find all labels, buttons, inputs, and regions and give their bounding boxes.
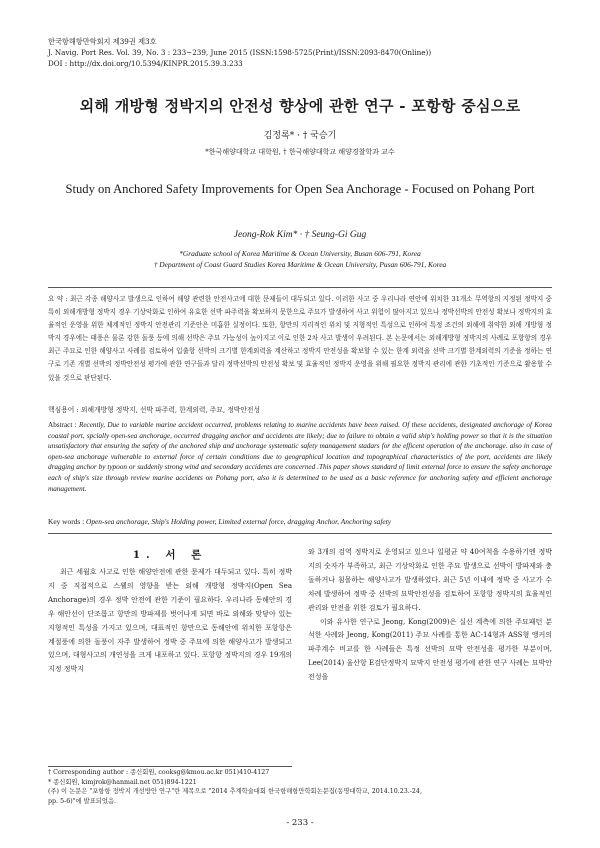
abstract-en-text: Recently, Due to variable marine accident occurred, problems relating to marine accidents have been raised. Of these accidents, designated anchorage of Korea coastal port, spcially open-sea anchorage, occurred dragging anchor and accidents are likely; due to failure to obtain a valid ship's holding power so that it is the situation unsatisfactory that ensuring the safety of the anchored ship and anchorage systematic safety management stadars for the efficent operation of the anchorage. also in case of open-sea anchorage vulnerable to external force of certain conditions due to geographical location and topographical characteristics of the port, accidents are likely dragging anchor by typoon or suddenly strong wind and secondary accidents are concerned .This paper shows standard of limit external force to ensure the safety anchorage each of ship's size through review marine accidents on Pohang port, also it is determined to be used as a basic reference for anchoring safety and efficient anchorage management. [48,421,552,493]
page-number: - 233 - [286,818,314,828]
journal-name-ko: 한국항해항만학회지 제39권 제3호 [48,37,157,46]
abstract-en [48,420,552,494]
affiliation-ko: *한국해양대학교 대학원, † 한국해양대학교 해양경찰학과 교수 [205,148,395,156]
section-heading-introduction: 1. 서 론 [132,549,208,561]
body-paragraph: 이와 유사한 연구로 Jeong, Kong(2009)은 실선 계측에 의한 주묘패턴 분석한 사례와 Jeong, Kong(2011) 주묘 사례를 통한 AC-14형과 ASS형 앵커의 파주계수 비교를 한 사례들은 특정 선박의 묘박 안전성을 평가한 부분이며, Lee(2014) 울산항 E검단정박지 묘박지 안전성 평가에 관한 연구 사례는 묘박안전성을 [308,617,552,682]
keywords-en-text: Open-sea anchorage, Ship's Holding power, Limited external force, dragging Anchor, Anchoring safety [85,517,392,526]
doi-link[interactable]: DOI : http://dx.doi.org/10.5394/KINPR.2015.39.3.233 [48,59,243,68]
body-paragraph: 최근 세월호 사고로 인한 해양안전에 관한 문제가 대두되고 있다. 특히 정박지 중 직접적으로 스웰의 영향을 받는 외해 개방형 정박지(Open Sea Anchorage)의 경우 정박 안전에 관한 기준이 필요하다. 우리나라 동해안의 경우 해안선이 단조롭고 항만의 방파제를 벗어나게 되면 바로 외해와 맞닿아 있는 지형적인 특성을 가지고 있으며, 대표적인 항만으로 동해안에 위치한 포항항은 계절풍에 의한 돌풍이 자주 발생하여 정박 중 주묘에 의한 해양사고가 발생되고 있으며, 대형사고의 개연성을 크게 내포하고 있다. 포항항 정박지의 경우 19개의 지정 정박지 [48,568,292,674]
paper-title-ko: 외해 개방형 정박지의 안전성 향상에 관한 연구 - 포항항 중심으로 [79,97,521,115]
keywords-ko-label: 핵심용어 : [48,406,81,414]
authors-ko: 김정록* · † 국승기 [263,131,337,141]
authors-en: Jeong-Rok Kim* · † Seung-Gi Gug [233,230,367,240]
footnotes [48,768,468,806]
footnote-note-cont: pp. 5-6)"에 발표되었음. [48,797,117,805]
divider [48,287,552,288]
affiliation-en [40,248,560,270]
affiliation-en-line: *Graduate school of Korea Maritime & Ocean University, Busan 606-791, Korea [179,249,421,258]
keywords-en-label: Key words : [48,517,86,526]
footnote-corresponding-author: † Corresponding author : 종신회원, cooksg@kmou.ac.kr 051)410-4127 [48,769,270,776]
journal-citation: J. Navig. Port Res. Vol. 39, No. 3 : 233~239, June 2015 (ISSN:1598-5725(Print)/ISSN:2093-8470(Online)) [48,48,432,57]
keywords-en [48,517,552,526]
keywords-ko-text: 외해개방형 정박지, 선박 파주력, 한계외력, 주묘, 정박안전성 [80,406,261,414]
footnote-author: * 종신회원, kimjrok@hanmail.net 051)894-1221 [48,778,197,786]
abstract-en-label: Abstract : [48,421,79,429]
body-column-right [308,546,552,685]
paper-title-en: Study on Anchored Safety Improvements for Open Sea Anchorage - Focused on Pohang Port [65,182,535,196]
journal-header [48,36,568,69]
abstract-ko-label: 요 약 : [48,295,70,303]
divider [48,533,552,534]
abstract-ko-text: 최근 각종 해양사고 발생으로 인하여 해양 관련한 안전사고에 대한 문제들이 대두되고 있다. 이러한 사고 중 우리나라 연안에 위치한 31개소 무역항의 지정된 정박지 중 특히 외해개방형 정박지 경우 기상악화로 인하여 유효한 선박 파주력을 확보하지 못한으로 주묘가 발생하여 사고 위험이 많아지고 있으나 정박선박의 안전성 확보나 정박지의 효율적인 운영을 위한 체계적인 정박지 안전관리 기준안은 미흡한 실정이다. 또한, 항만의 지리적인 위치 및 지형적인 특성으로 인하여 특정 조건의 외해에 취약한 외해 개방형 정박지 경우에는 태풍은 물론 강한 돌풍 등에 의해 선박은 주묘 가능성이 높아지고 이로 인한 2차 사고 발생이 우려된다. 본 논문에서는 외해개방형 정박지의 사례로 포항항의 경우 최근 주묘로 인한 해양사고 사례를 검토하여 입출항 선박의 크기별 한계외력을 계산하고 정박지 안전성을 확보할 수 있는 한계 외력을 선박 크기별 한계외력의 기준을 정하는 연구로 기존 개별 선박의 정박안전성 평가에 관한 연구들과 달리 정박선박의 안전성 확보 및 효율적인 정박지 운영을 위해 필요한 정박지 관리에 관한 기초적인 기준으로 활용할 수 있을 것으로 판단된다. [48,295,552,382]
affiliation-en-line: † Department of Coast Guard Studies Korea Maritime & Ocean University, Pusan 606-791, Korea [153,260,447,269]
abstract-ko [48,293,552,385]
body-column-left [48,566,292,677]
body-paragraph: 와 3개의 검역 정박지로 운영되고 있으나 일평균 약 40여척을 수용하기엔 정박지의 숫자가 부족하고, 최근 기상악화로 인한 주묘 발생으로 선박이 방파제와 충돌하거나 침몰하는 해양사고가 발생하였다. 최근 5년 이내에 정박 중 사고가 수차례 발생하여 정박 중 선박의 묘박안전성을 검토하여 포항항 정박지의 효율적인 관리와 안전을 위한 검토가 필요하다. [308,548,552,612]
footnote-note: (주) 이 논문은 "포항항 정박지 개선방안 연구"란 제목으로 "2014 추계학술대회 한국항해항만학회논문집(동명대학교, 2014.10.23.-24, [48,788,422,796]
keywords-ko [48,404,552,414]
footnote-divider [48,766,292,767]
